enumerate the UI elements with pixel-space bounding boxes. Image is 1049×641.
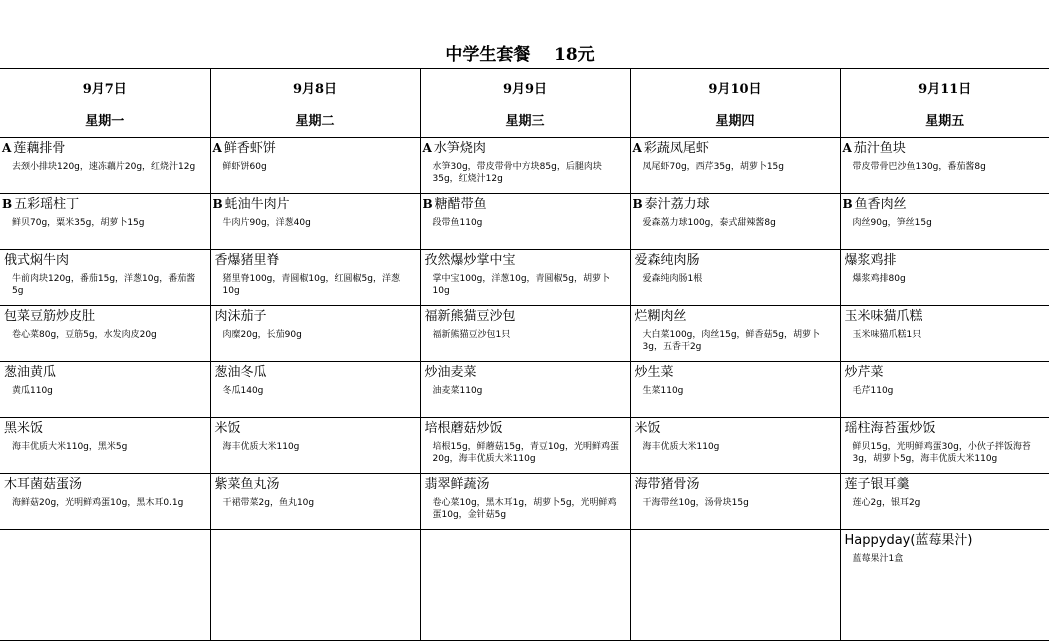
dish-label: 培根蘑菇炒饭 [425, 421, 503, 436]
menu-cell [420, 474, 630, 530]
day-weekday: 星期二 [211, 110, 420, 130]
dish-tag: B [633, 197, 643, 211]
dish-label: 鱼香肉丝 [855, 197, 907, 212]
dish-ingredients: 海鲜菇20g，光明鲜鸡蛋10g，黑木耳0.1g [0, 493, 210, 509]
menu-cell [630, 194, 840, 250]
dish-name [0, 194, 210, 213]
dish-label: 米饭 [215, 421, 241, 436]
menu-row [0, 250, 1049, 306]
dish-name [841, 194, 1049, 213]
dish-ingredients: 毛芹110g [841, 381, 1049, 397]
dish-ingredients [421, 549, 630, 553]
dish-label: 糖醋带鱼 [435, 197, 487, 212]
dish-label: 爆浆鸡排 [845, 253, 897, 268]
menu-cell [630, 530, 840, 641]
dish-name [211, 250, 420, 269]
menu-cell [420, 362, 630, 418]
menu-cell [840, 362, 1049, 418]
dish-label: 炒生菜 [635, 365, 674, 380]
dish-tag: B [2, 197, 12, 211]
dish-label: 木耳菌菇蛋汤 [4, 477, 82, 492]
dish-label: 彩蔬凤尾虾 [644, 141, 709, 156]
menu-cell [210, 418, 420, 474]
menu-cell [0, 418, 210, 474]
dish-ingredients: 鲜贝15g，光明鲜鸡蛋30g，小伙子拌饭海苔3g，胡萝卜5g，海丰优质大米110g [841, 437, 1049, 465]
dish-label: 烂糊肉丝 [635, 309, 687, 324]
dish-ingredients: 肉糜20g，长茄90g [211, 325, 420, 341]
dish-ingredients: 鲜虾饼60g [211, 157, 420, 173]
menu-cell [0, 474, 210, 530]
dish-name [421, 474, 630, 493]
dish-ingredients: 干海带丝10g，汤骨块15g [631, 493, 840, 509]
dish-name [841, 250, 1049, 269]
dish-label: 福新熊猫豆沙包 [425, 309, 516, 324]
day-date: 9月8日 [211, 78, 420, 98]
dish-ingredients: 凤尾虾70g，西芹35g，胡萝卜15g [631, 157, 840, 173]
menu-row [0, 138, 1049, 194]
dish-label: 米饭 [635, 421, 661, 436]
dish-label: 玉米味猫爪糕 [845, 309, 923, 324]
dish-ingredients: 爱森纯肉肠1根 [631, 269, 840, 285]
dish-label: 黑米饭 [4, 421, 43, 436]
day-weekday: 星期一 [0, 110, 210, 130]
dish-label: 水笋烧肉 [434, 141, 486, 156]
dish-name [421, 194, 630, 213]
menu-cell [630, 474, 840, 530]
header-row [0, 69, 1049, 138]
dish-label: 海带猪骨汤 [635, 477, 700, 492]
dish-tag: A [2, 141, 11, 155]
menu-cell [0, 530, 210, 641]
dish-ingredients: 猪里脊100g，青圆椒10g，红圆椒5g，洋葱10g [211, 269, 420, 297]
dish-label: 鲜香虾饼 [224, 141, 276, 156]
dish-name [421, 250, 630, 269]
dish-label: 爱森纯肉肠 [635, 253, 700, 268]
dish-label: 孜然爆炒掌中宝 [425, 253, 516, 268]
dish-ingredients: 牛前肉块120g，番茄15g，洋葱10g，番茄酱5g [0, 269, 210, 297]
dish-name [0, 306, 210, 325]
dish-label: 泰汁荔力球 [645, 197, 710, 212]
dish-label: 翡翠鲜蔬汤 [425, 477, 490, 492]
dish-name [0, 530, 210, 549]
menu-cell [630, 362, 840, 418]
menu-cell [630, 418, 840, 474]
menu-cell [840, 474, 1049, 530]
menu-cell [840, 530, 1049, 641]
dish-name [421, 362, 630, 381]
dish-ingredients [0, 549, 210, 553]
dish-name [631, 530, 840, 549]
dish-label: 葱油黄瓜 [4, 365, 56, 380]
menu-cell [210, 194, 420, 250]
dish-tag: A [843, 141, 852, 155]
dish-ingredients [211, 549, 420, 553]
dish-ingredients: 黄瓜110g [0, 381, 210, 397]
dish-name [211, 474, 420, 493]
day-header [840, 69, 1049, 138]
menu-cell [840, 194, 1049, 250]
dish-label: 香爆猪里脊 [215, 253, 280, 268]
dish-name [0, 138, 210, 157]
dish-ingredients: 卷心菜80g，豆筋5g，水发肉皮20g [0, 325, 210, 341]
menu-cell [630, 250, 840, 306]
day-date: 9月10日 [631, 78, 840, 98]
dish-ingredients: 蓝莓果汁1盒 [841, 549, 1049, 565]
dish-name [631, 418, 840, 437]
dish-tag: A [423, 141, 432, 155]
dish-label: 包菜豆筋炒皮肚 [4, 309, 95, 324]
dish-tag: A [213, 141, 222, 155]
menu-cell [420, 530, 630, 641]
menu-row [0, 194, 1049, 250]
menu-row [0, 474, 1049, 530]
dish-name [841, 362, 1049, 381]
dish-name [211, 306, 420, 325]
menu-cell [840, 306, 1049, 362]
menu-cell [0, 194, 210, 250]
day-header [630, 69, 840, 138]
dish-label: 莲子银耳羹 [845, 477, 910, 492]
dish-tag: B [843, 197, 853, 211]
menu-cell [210, 530, 420, 641]
day-date: 9月11日 [841, 78, 1049, 98]
dish-name [211, 530, 420, 549]
menu-cell [840, 138, 1049, 194]
menu-cell [840, 418, 1049, 474]
dish-label: 蚝油牛肉片 [225, 197, 290, 212]
dish-name [421, 418, 630, 437]
menu-cell [420, 418, 630, 474]
dish-label: 俄式焖牛肉 [4, 253, 69, 268]
menu-cell [420, 138, 630, 194]
menu-cell [0, 306, 210, 362]
dish-name [0, 362, 210, 381]
menu-cell [840, 250, 1049, 306]
dish-name [421, 306, 630, 325]
day-date: 9月7日 [0, 78, 210, 98]
dish-ingredients: 莲心2g，银耳2g [841, 493, 1049, 509]
dish-ingredients: 海丰优质大米110g，黑米5g [0, 437, 210, 453]
dish-name [211, 362, 420, 381]
menu-cell [630, 306, 840, 362]
dish-name [841, 474, 1049, 493]
dish-ingredients: 鲜贝70g，粟米35g，胡萝卜15g [0, 213, 210, 229]
dish-name [841, 306, 1049, 325]
dish-ingredients: 海丰优质大米110g [211, 437, 420, 453]
day-header [0, 69, 210, 138]
menu-cell [210, 474, 420, 530]
dish-tag: A [633, 141, 642, 155]
menu-cell [0, 362, 210, 418]
menu-cell [420, 306, 630, 362]
dish-ingredients: 段带鱼110g [421, 213, 630, 229]
day-weekday: 星期五 [841, 110, 1049, 130]
dish-ingredients: 牛肉片90g，洋葱40g [211, 213, 420, 229]
page-title: 中学生套餐 18元 [0, 40, 1040, 65]
dish-label: 瑶柱海苔蛋炒饭 [845, 421, 936, 436]
dish-name [0, 474, 210, 493]
dish-ingredients: 大白菜100g，肉丝15g，鲜香菇5g，胡萝卜3g，五香干2g [631, 325, 840, 353]
dish-name [421, 530, 630, 549]
dish-ingredients: 玉米味猫爪糕1只 [841, 325, 1049, 341]
dish-tag: B [423, 197, 433, 211]
day-weekday: 星期三 [421, 110, 630, 130]
dish-name [631, 474, 840, 493]
dish-name [841, 138, 1049, 157]
menu-cell [630, 138, 840, 194]
menu-row [0, 530, 1049, 641]
dish-ingredients: 水笋30g，带皮带骨中方块85g，后腿肉块35g，红烧汁12g [421, 157, 630, 185]
dish-label: 五彩瑶柱丁 [14, 197, 79, 212]
dish-label: 炒芹菜 [845, 365, 884, 380]
menu-cell [420, 194, 630, 250]
dish-label: Happyday(蓝莓果汁) [845, 533, 973, 548]
menu-table [0, 68, 1049, 641]
dish-label: 紫菜鱼丸汤 [215, 477, 280, 492]
dish-tag: B [213, 197, 223, 211]
menu-cell [210, 138, 420, 194]
dish-ingredients [631, 549, 840, 553]
menu-row [0, 306, 1049, 362]
dish-ingredients: 爱森荔力球100g，泰式甜辣酱8g [631, 213, 840, 229]
dish-ingredients: 福新熊猫豆沙包1只 [421, 325, 630, 341]
dish-ingredients: 油麦菜110g [421, 381, 630, 397]
dish-ingredients: 去颈小排块120g，速冻藕片20g，红烧汁12g [0, 157, 210, 173]
dish-name [421, 138, 630, 157]
dish-ingredients: 肉丝90g，笋丝15g [841, 213, 1049, 229]
dish-name [841, 418, 1049, 437]
dish-label: 肉沫茄子 [215, 309, 267, 324]
dish-name [0, 250, 210, 269]
dish-ingredients: 干裙带菜2g，鱼丸10g [211, 493, 420, 509]
dish-ingredients: 海丰优质大米110g [631, 437, 840, 453]
menu-cell [0, 250, 210, 306]
dish-name [0, 418, 210, 437]
dish-label: 葱油冬瓜 [215, 365, 267, 380]
day-date: 9月9日 [421, 78, 630, 98]
dish-label: 莲藕排骨 [13, 141, 65, 156]
menu-cell [210, 306, 420, 362]
dish-name [631, 138, 840, 157]
dish-ingredients: 冬瓜140g [211, 381, 420, 397]
day-header [210, 69, 420, 138]
dish-name [631, 306, 840, 325]
dish-name [841, 530, 1049, 549]
dish-name [211, 194, 420, 213]
menu-row [0, 418, 1049, 474]
menu-cell [210, 250, 420, 306]
dish-name [211, 138, 420, 157]
dish-label: 炒油麦菜 [425, 365, 477, 380]
dish-ingredients: 卷心菜10g，黑木耳1g，胡萝卜5g，光明鲜鸡蛋10g，金针菇5g [421, 493, 630, 521]
dish-ingredients: 掌中宝100g，洋葱10g，青圆椒5g，胡萝卜10g [421, 269, 630, 297]
menu-row [0, 362, 1049, 418]
menu-cell [0, 138, 210, 194]
dish-ingredients: 带皮带骨巴沙鱼130g，番茄酱8g [841, 157, 1049, 173]
menu-cell [420, 250, 630, 306]
dish-name [631, 250, 840, 269]
day-weekday: 星期四 [631, 110, 840, 130]
dish-ingredients: 爆浆鸡排80g [841, 269, 1049, 285]
dish-name [211, 418, 420, 437]
dish-ingredients: 生菜110g [631, 381, 840, 397]
menu-cell [210, 362, 420, 418]
day-header [420, 69, 630, 138]
dish-name [631, 194, 840, 213]
dish-name [631, 362, 840, 381]
dish-label: 茄汁鱼块 [854, 141, 906, 156]
dish-ingredients: 培根15g，鲜蘑菇15g，青豆10g，光明鲜鸡蛋20g，海丰优质大米110g [421, 437, 630, 465]
